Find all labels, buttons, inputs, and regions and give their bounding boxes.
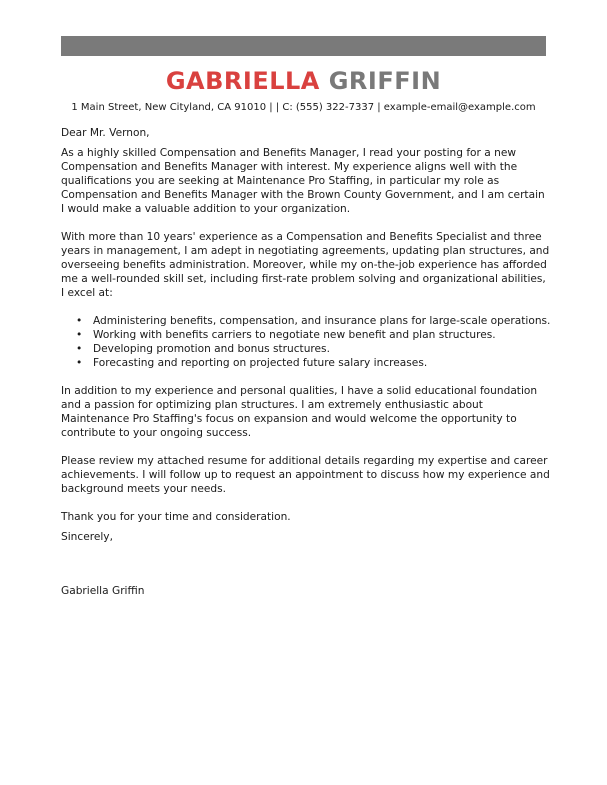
paragraph-experience: With more than 10 years' experience as a Compensation and Benefits Specialist and three years in management, I am adept in negotiating agreements, updating plan structures, and overseeing benefits administration. Moreover, while my on-the-job experience has afforded me a well-rounded skill set, including first-rate problem solving and organizational abilities, I excel at: [61, 231, 550, 299]
paragraph-qualities: In addition to my experience and personal qualities, I have a solid educational foundation and a passion for optimizing plan structures. I am extremely enthusiastic about Maintenance Pro Staffing's focus on expansion and would welcome the opportunity to contribute to your ongoing success. [61, 385, 538, 439]
header-bar [61, 36, 546, 56]
list-item [61, 356, 551, 370]
paragraph-followup: Please review my attached resume for additional details regarding my expertise and career achievements. I will follow up to request an appointment to discuss how my experience and background meets your needs. [61, 455, 550, 495]
bullet-icon: • [76, 343, 83, 355]
bullet-icon: • [76, 329, 83, 341]
contact-line: 1 Main Street, New Cityland, CA 91010 | | C: (555) 322-7337 | example-email@example.com [71, 102, 536, 113]
skills-list [61, 314, 551, 370]
signature: Gabriella Griffin [61, 585, 145, 597]
list-item [61, 328, 551, 342]
salutation: Dear Mr. Vernon, [61, 127, 150, 139]
closing: Sincerely, [61, 531, 113, 543]
letter-body [61, 126, 551, 598]
list-item [61, 314, 551, 328]
list-item-text: Developing promotion and bonus structures. [93, 343, 330, 355]
last-name: GRIFFIN [328, 67, 442, 95]
bullet-icon: • [76, 315, 83, 327]
list-item-text: Administering benefits, compensation, and insurance plans for large-scale operations. [93, 315, 551, 327]
list-item-text: Forecasting and reporting on projected future salary increases. [93, 357, 428, 369]
applicant-name [0, 66, 607, 96]
first-name: GABRIELLA [165, 67, 320, 95]
list-item [61, 342, 551, 356]
list-item-text: Working with benefits carriers to negotiate new benefit and plan structures. [93, 329, 496, 341]
bullet-icon: • [76, 357, 83, 369]
thanks-line: Thank you for your time and consideration. [61, 511, 291, 523]
paragraph-intro: As a highly skilled Compensation and Benefits Manager, I read your posting for a new Compensation and Benefits Manager with interest. My experience aligns well with the qualifications you are seeking at Maintenance Pro Staffing, in particular my role as Compensation and Benefits Manager with the Brown County Government, and I am certain I would make a valuable addition to your organization. [61, 147, 545, 215]
